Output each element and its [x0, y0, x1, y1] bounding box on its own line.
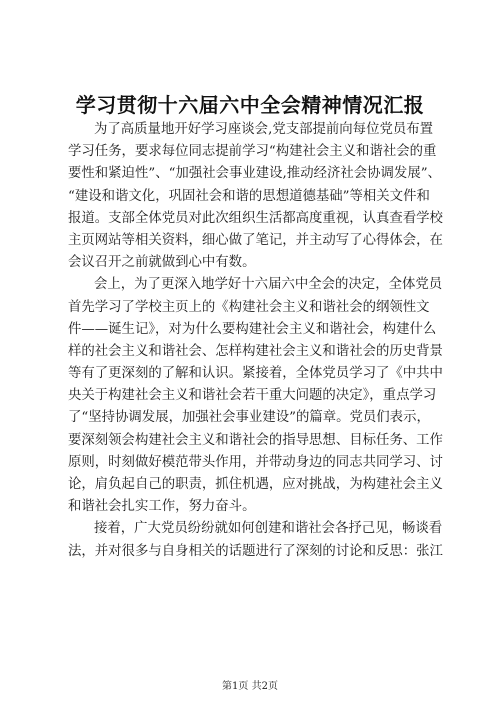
paragraph-line: 主页网站等相关资料，细心做了笔记，并主动写了心得体会，在	[68, 232, 443, 248]
paragraph-3	[68, 518, 443, 562]
page-number-footer: 第1页 共2页	[222, 681, 278, 692]
paragraph-line: 样的社会主义和谐社会、怎样构建社会主义和谐社会的历史背景	[68, 343, 443, 359]
paragraph-line: 首先学习了学校主页上的《构建社会主义和谐社会的纲领性文	[68, 299, 430, 315]
paragraph-line: 件——诞生记》，对为什么要构建社会主义和谐社会，构建什么	[68, 321, 437, 337]
paragraph-line: 学习任务，要求每位同志提前学习“构建社会主义和谐社会的重	[68, 144, 437, 160]
paragraph-line: 接着，广大党员纷纷就如何创建和谐社会各抒己见，畅谈看	[94, 521, 443, 537]
paragraph-line: 报道。支部全体党员对此次组织生活都高度重视，认真查看学校	[68, 210, 443, 226]
paragraph-line: 央关于构建社会主义和谐社会若干重大问题的决定》，重点学习	[68, 388, 437, 404]
paragraph-2	[68, 274, 443, 518]
paragraph-line: 了“坚持协调发展，加强社会事业建设”的篇章。党员们表示，	[68, 410, 430, 426]
paragraph-line: 论，肩负起自己的职责，抓住机遇，应对挑战，为构建社会主义	[68, 477, 443, 492]
paragraph-line: 等有了更深刻的了解和认识。紧接着，全体党员学习了《中共中	[68, 366, 443, 382]
paragraph-line: 和谐社会扎实工作，努力奋斗。	[68, 499, 256, 515]
paragraph-line: 法，并对很多与自身相关的话题进行了深刻的讨论和反思：张江	[68, 543, 443, 559]
paragraph-1	[68, 119, 443, 274]
paragraph-line: 会上，为了更深入地学好十六届六中全会的决定，全体党员	[94, 277, 443, 293]
document-body	[68, 119, 443, 563]
paragraph-line: “建设和谐文化，巩固社会和谐的思想道德基础”等相关文件和	[68, 188, 430, 204]
paragraph-line: 为了高质量地开好学习座谈会,党支部提前向每位党员布置	[94, 122, 434, 137]
paragraph-line: 要深刻领会构建社会主义和谐社会的指导思想、目标任务、工作	[68, 432, 443, 448]
paragraph-line: 原则，时刻做好模范带头作用，并带动身边的同志共同学习、讨	[68, 454, 443, 470]
document-title: 学习贯彻十六届六中全会精神情况汇报	[75, 93, 425, 117]
paragraph-line: 要性和紧迫性”、“加强社会事业建设,推动经济社会协调发展”、	[68, 166, 441, 182]
paragraph-line: 会议召开之前就做到心中有数。	[68, 255, 256, 271]
